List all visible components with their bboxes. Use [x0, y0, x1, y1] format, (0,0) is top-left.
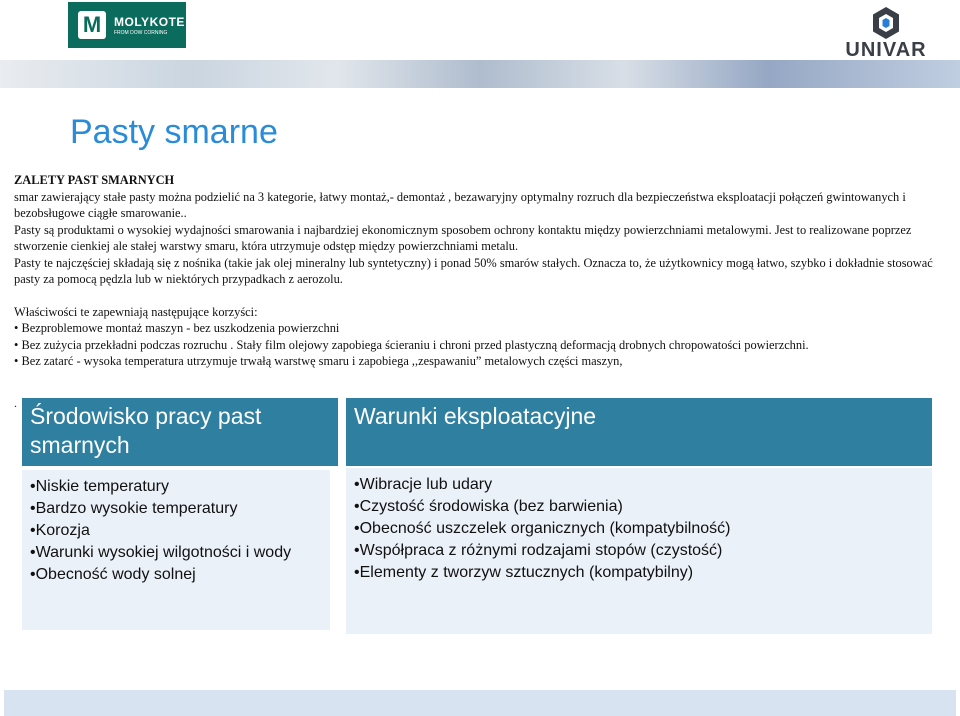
environment-item: • Obecność wody solnej: [30, 564, 324, 586]
intro-paragraph-1: smar zawierający stałe pasty można podzielić na 3 kategorie, łatwy montaż,- demontaż , bezawaryjny optymalny rozruch dla bezpieczeństwa eksploatacji połączeń gwintowanych i bezobsługowe ciągłe smarowanie..: [14, 189, 906, 220]
benefit-item: • Bez zatarć - wysoka temperatura utrzymuje trwałą warstwę smaru i zapobiega ,,zespawaniu” metalowych części maszyn,: [14, 353, 944, 370]
molykote-logo-sub: FROM DOW CORNING: [114, 29, 168, 36]
footer-band: [4, 690, 956, 716]
section-heading: ZALETY PAST SMARNYCH: [14, 173, 175, 187]
operating-item: • Elementy z tworzyw sztucznych (kompatybilny): [354, 562, 924, 584]
operating-list: [354, 474, 924, 584]
molykote-logo-mark: M: [78, 11, 106, 39]
benefit-item: • Bez zużycia przekładni podczas rozruchu . Stały film olejowy zapobiega ścieraniu i chroni przed plastyczną deformacją drobnych chropowatości powierzchni.: [14, 337, 944, 354]
univar-logo-name: UNIVAR: [845, 39, 927, 61]
operating-item: • Czystość środowiska (bez barwienia): [354, 496, 924, 518]
environment-item: • Warunki wysokiej wilgotności i wody: [30, 542, 324, 564]
benefits-list: [14, 320, 944, 370]
stray-dot: .: [14, 396, 17, 410]
univar-hexagon-icon: [871, 6, 901, 40]
page-title: Pasty smarne: [70, 113, 278, 151]
operating-item: • Obecność uszczelek organicznych (kompatybilność): [354, 518, 924, 540]
operating-panel-body: [346, 468, 932, 634]
environment-item: • Bardzo wysokie temperatury: [30, 498, 324, 520]
intro-paragraph-2: Pasty są produktami o wysokiej wydajności smarowania i najbardziej ekonomicznym sposobem ochrony kontaktu między powierzchniami metalowymi. Jest to realizowane poprzez stworzenie cienkiej ale stałej warstwy smaru, która utrzymuje odstęp między powierzchniami metalu.: [14, 222, 912, 253]
operating-item: • Wibracje lub udary: [354, 474, 924, 496]
environment-panel-heading: Środowisko pracy past smarnych: [22, 398, 338, 466]
environment-list: [30, 476, 324, 586]
intro-paragraph-3: Pasty te najczęściej składają się z nośnika (takie jak olej mineralny lub syntetyczny) i ponad 50% smarów stałych. Oznacza to, że użytkownicy mogą łatwo, szybko i dokładnie stosować pasty za pomocą pędzla lub w niektórych przypadkach z aerozolu.: [14, 255, 933, 286]
environment-panel-body: [22, 470, 330, 630]
benefits-lead: Właściwości te zapewniają następujące korzyści:: [14, 304, 258, 319]
operating-panel-heading: Warunki eksploatacyjne: [346, 398, 932, 466]
header-photo-strip: [0, 60, 960, 88]
environment-item: • Korozja: [30, 520, 324, 542]
molykote-logo-name: MOLYKOTE: [114, 14, 185, 29]
environment-item: • Niskie temperatury: [30, 476, 324, 498]
molykote-logo: [68, 2, 186, 48]
intro-section: [14, 172, 944, 370]
benefit-item: • Bezproblemowe montaż maszyn - bez uszkodzenia powierzchni: [14, 320, 944, 337]
univar-logo: [836, 6, 936, 64]
operating-item: • Współpraca z różnymi rodzajami stopów (czystość): [354, 540, 924, 562]
